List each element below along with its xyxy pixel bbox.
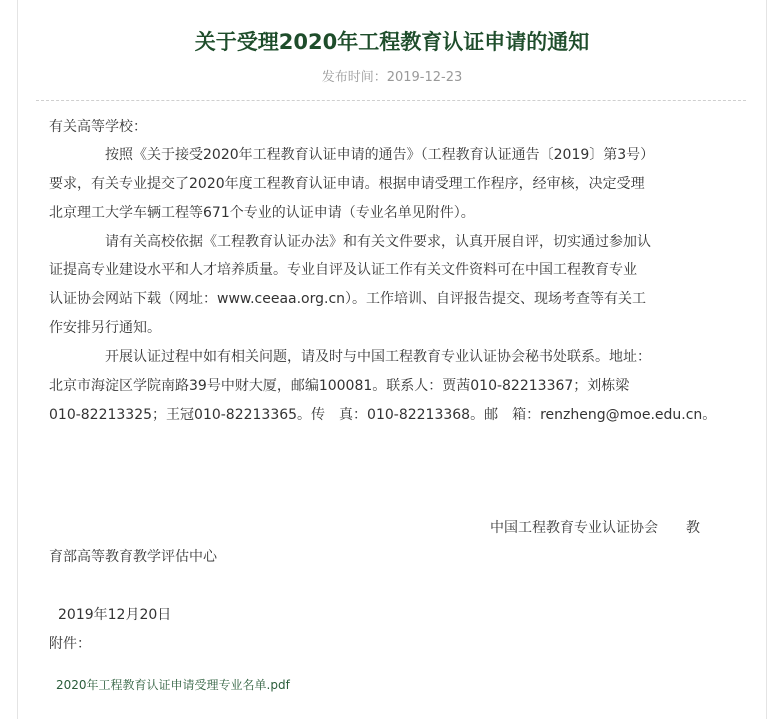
sign-date: 2019年12月20日	[58, 607, 172, 623]
paragraph-2-line-2: 证提高专业建设水平和人才培养质量。专业自评及认证工作有关文件资料可在中国工程教育专业	[49, 262, 637, 278]
signature-line-2: 育部高等教育教学评估中心	[49, 549, 217, 565]
paragraph-2-line-4: 作安排另行通知。	[49, 320, 161, 336]
attachment-download-link[interactable]: 2020年工程教育认证申请受理专业名单.pdf	[56, 678, 290, 692]
paragraph-3-line-2: 北京市海淀区学院南路39号中财大厦，邮编100081。联系人：贾茜010-82213367；刘栋梁	[49, 378, 630, 394]
attachment-label: 附件：	[49, 636, 91, 652]
paragraph-3-line-1: 开展认证过程中如有相关问题，请及时与中国工程教育专业认证协会秘书处联系。地址：	[105, 349, 651, 365]
paragraph-2-line-1: 请有关高校依据《工程教育认证办法》和有关文件要求，认真开展自评，切实通过参加认	[105, 234, 651, 250]
title-divider	[36, 100, 746, 101]
salutation: 有关高等学校：	[49, 119, 147, 135]
content-frame-left-border	[17, 0, 18, 719]
publish-label: 发布时间：	[321, 70, 387, 85]
signature-line-1: 中国工程教育专业认证协会 教	[490, 520, 700, 536]
publish-info	[18, 66, 766, 85]
paragraph-1-line-2: 要求，有关专业提交了2020年度工程教育认证申请。根据申请受理工作程序，经审核，决定受理	[49, 176, 645, 192]
article-title: 关于受理2020年工程教育认证申请的通知	[194, 30, 590, 54]
paragraph-2-line-3: 认证协会网站下载（网址：www.ceeaa.org.cn）。工作培训、自评报告提交、现场考查等有关工	[49, 291, 647, 307]
paragraph-1-line-1: 按照《关于接受2020年工程教育认证申请的通告》（工程教育认证通告〔2019〕第3号）	[105, 147, 655, 163]
paragraph-3-line-3: 010-82213325；王冠010-82213365。传 真：010-82213368。邮 箱：renzheng@moe.edu.cn。	[49, 407, 717, 423]
paragraph-1-line-3: 北京理工大学车辆工程等671个专业的认证申请（专业名单见附件）。	[49, 205, 475, 221]
publish-date: 2019-12-23	[386, 70, 463, 85]
content-frame-right-border	[766, 0, 767, 719]
